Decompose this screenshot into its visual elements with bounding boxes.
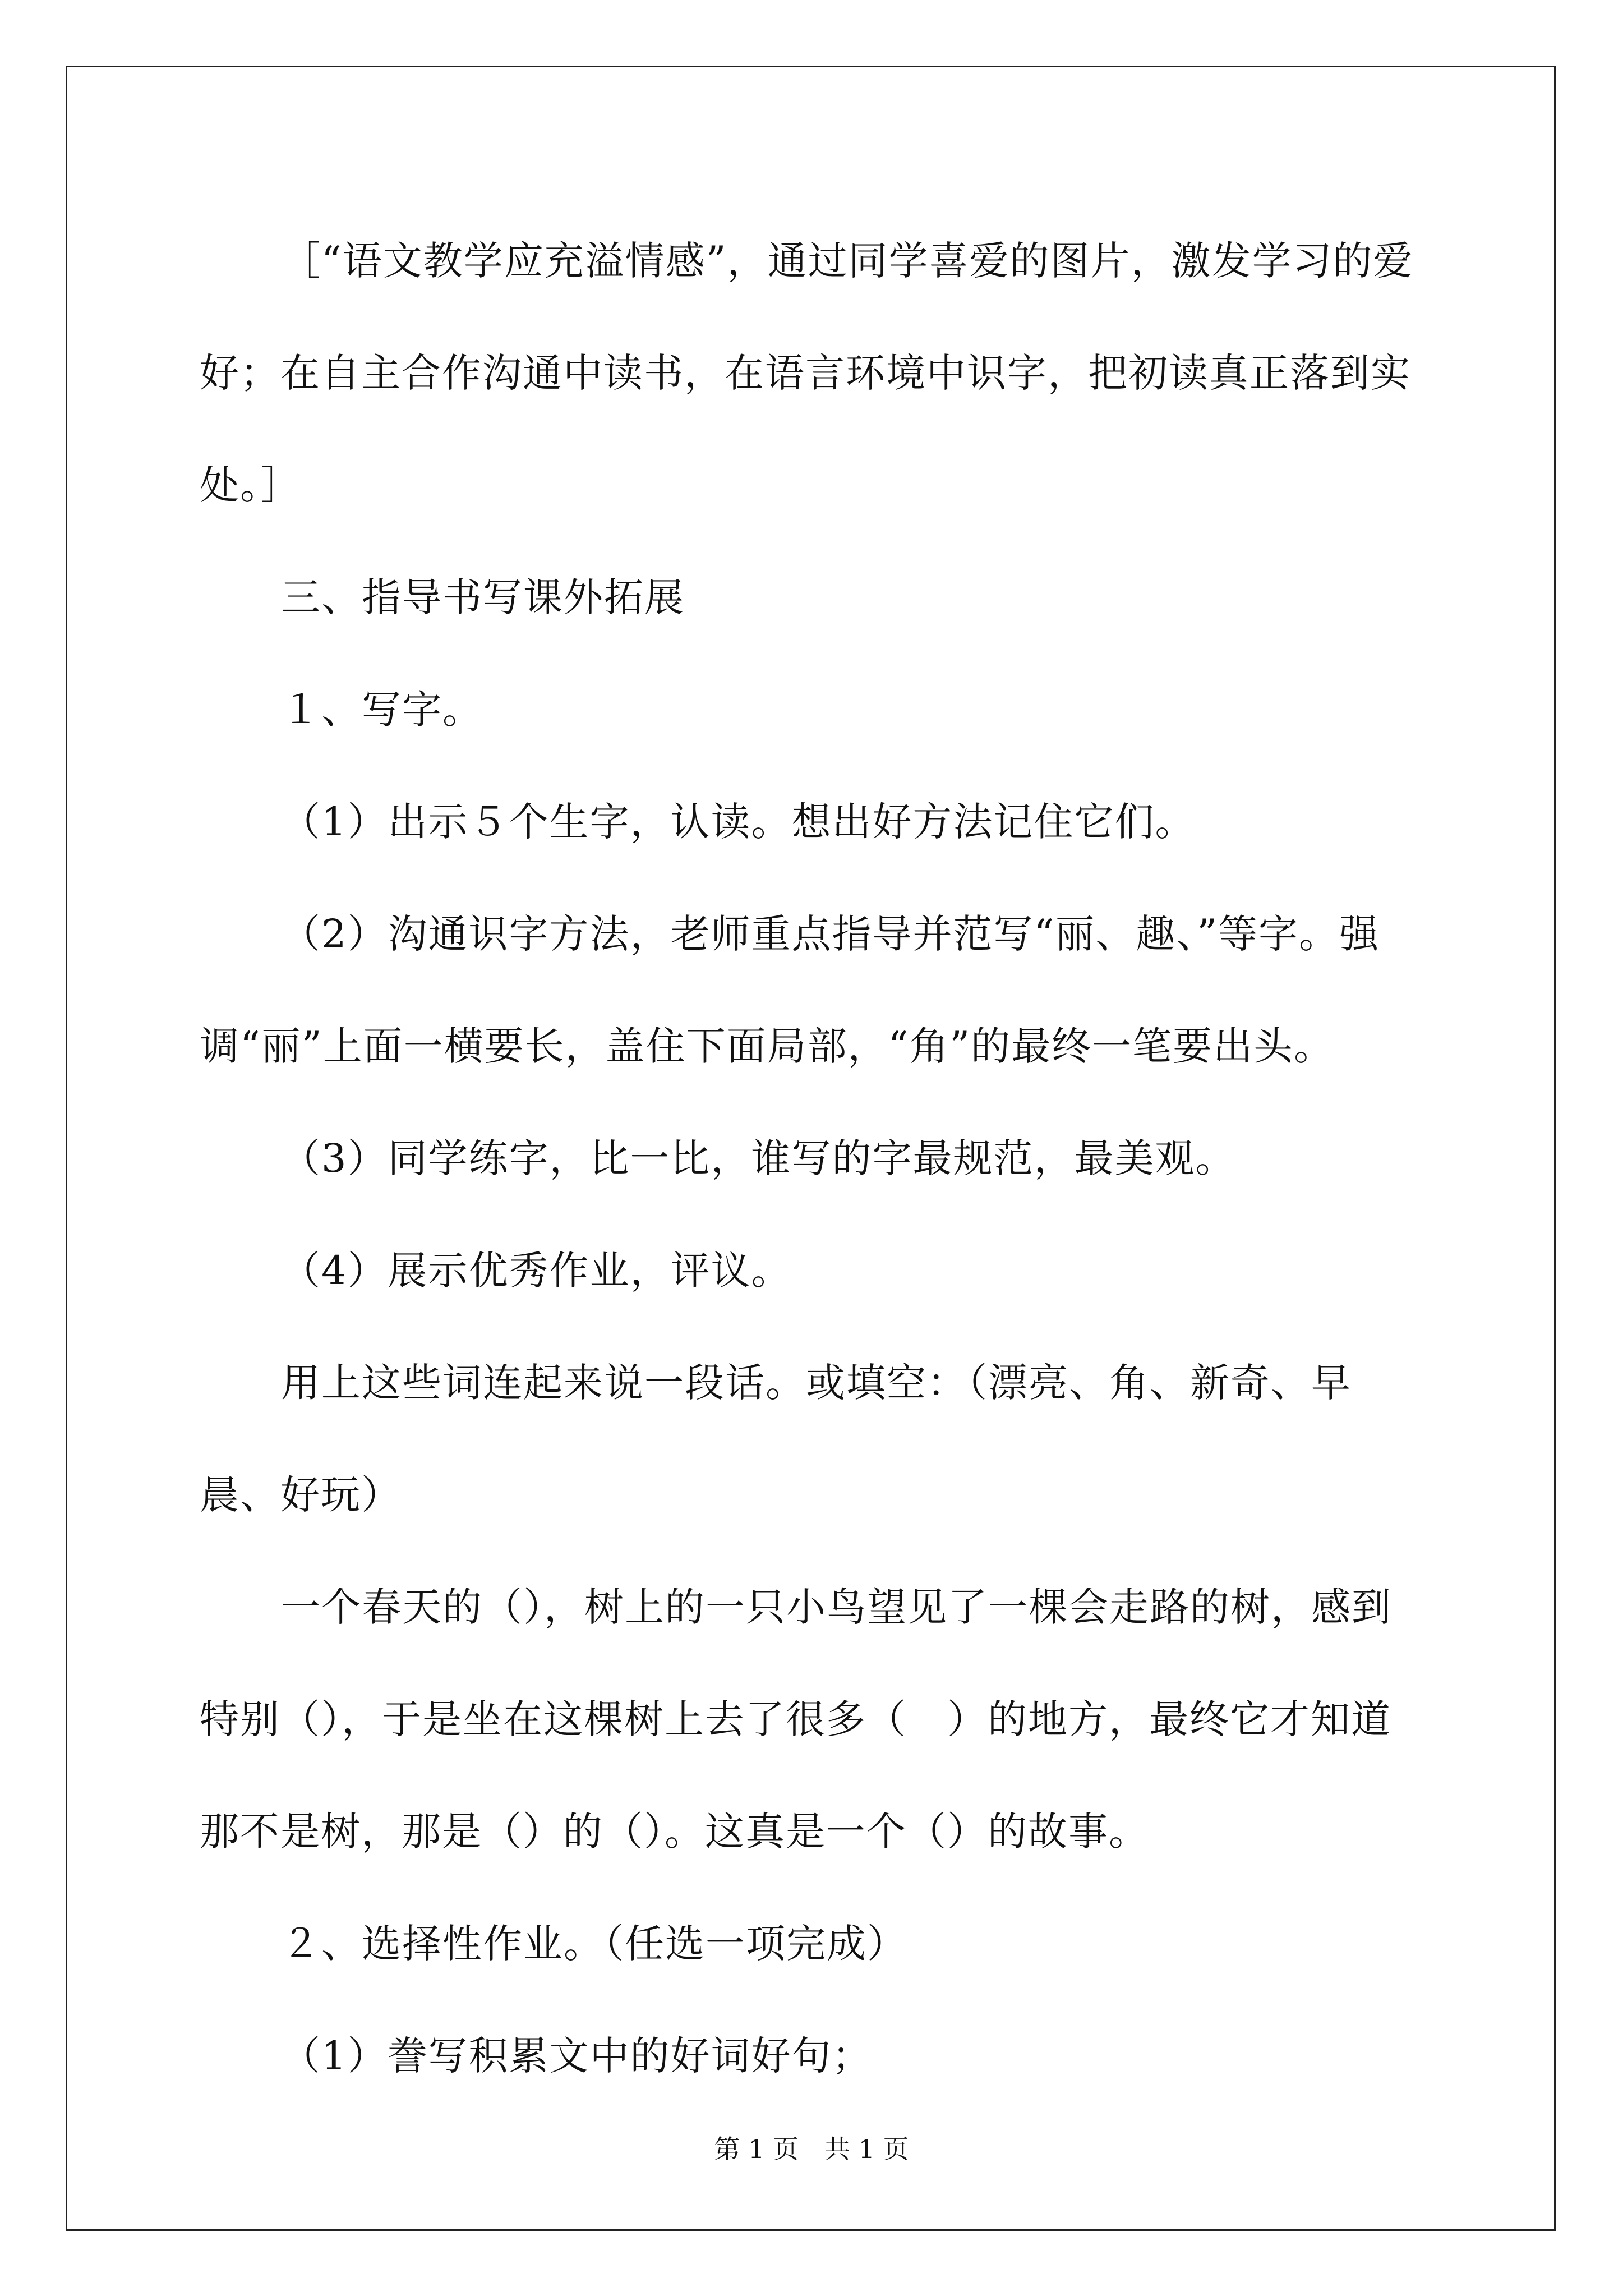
- paragraph-design-note: ［“语文教学应充溢情感”，通过同学喜爱的图片，激发学习的爱好；在自主合作沟通中读书，在语言环境中识字，把初读真正落到实处。］: [200, 238, 1414, 508]
- step-item-4: （4）展示优秀作业，评议。: [281, 1248, 792, 1294]
- paragraph-fill-in-blanks: 一个春天的（），树上的一只小鸟望见了一棵会走路的树，感到特别（），于是坐在这棵树上去了很多（ ）的地方，最终它才知道那不是树，那是（）的（）。这真是一个（）的故事。: [200, 1584, 1392, 1855]
- section-heading-writing: 三、指导书写课外拓展: [281, 574, 685, 620]
- step-heading-write-characters: １、写字。: [281, 687, 483, 733]
- paragraph-word-exercise: 用上这些词连起来说一段话。或填空：（漂亮、角、新奇、早晨、好玩）: [200, 1360, 1352, 1518]
- document-body: [200, 205, 1428, 2112]
- step-item-3: （3）同学练字，比一比，谁写的字最规范，最美观。: [281, 1135, 1236, 1181]
- homework-item-1: （1）誊写积累文中的好词好句；: [281, 2033, 873, 2079]
- step-item-2: （2）沟通识字方法，老师重点指导并范写“丽、趣、”等字。强调“丽”上面一横要长，盖住下面局部，“角”的最终一笔要出头。: [200, 911, 1380, 1069]
- step-heading-optional-homework: ２、选择性作业。（任选一项完成）: [281, 1921, 907, 1967]
- page-footer: 第 1 页 共 1 页: [714, 2134, 909, 2164]
- step-item-1: （1）出示５个生字，认读。想出好方法记住它们。: [281, 799, 1196, 845]
